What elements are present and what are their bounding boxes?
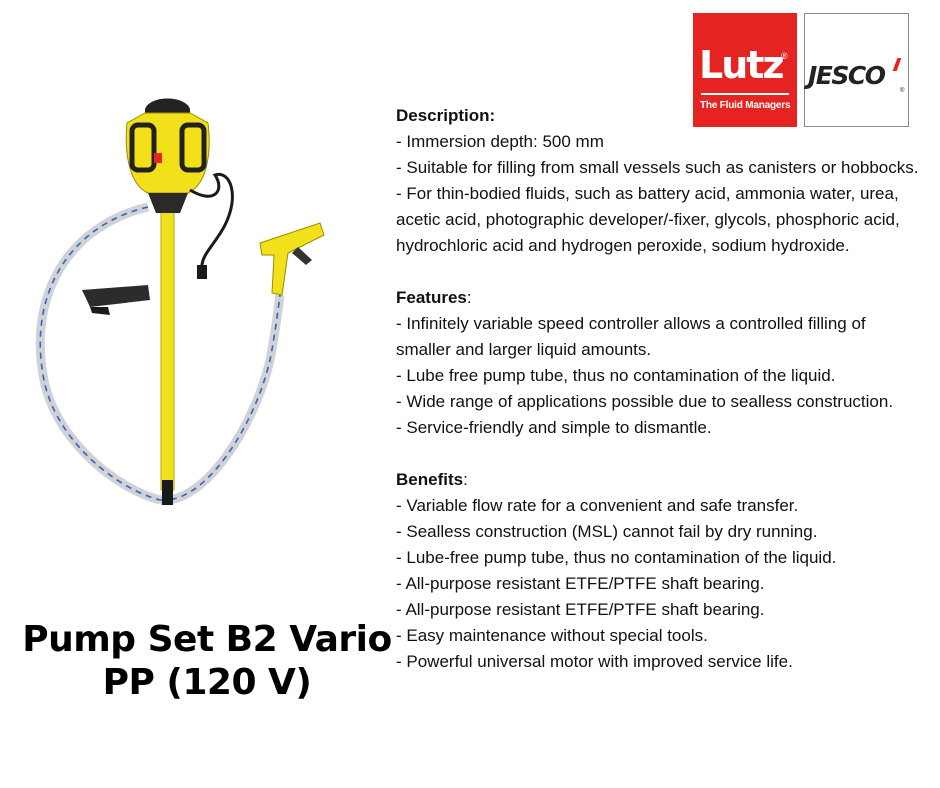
features-heading-colon: : <box>466 288 472 307</box>
benefit-item: - Sealless construction (MSL) cannot fail by dry running. <box>396 522 818 541</box>
description-heading: Description: <box>396 106 496 125</box>
features-heading: Features <box>396 288 467 307</box>
pump-set-illustration <box>30 95 330 510</box>
description-item: - Immersion depth: 500 mm <box>396 132 604 151</box>
description-item: - Suitable for filling from small vessels such as canisters or hobbocks. <box>396 158 919 177</box>
lutz-logo-tagline: The Fluid Managers <box>700 100 791 111</box>
benefits-heading-colon: : <box>463 470 468 489</box>
feature-item: - Infinitely variable speed controller allows a controlled filling of smaller and larger liquid amounts. <box>396 314 866 359</box>
product-title <box>14 618 400 704</box>
benefit-item: - All-purpose resistant ETFE/PTFE shaft bearing. <box>396 600 765 619</box>
feature-item: - Service-friendly and simple to dismantle. <box>396 418 712 437</box>
description-item: - For thin-bodied fluids, such as battery acid, ammonia water, urea, acetic acid, photographic developer/-fixer, glycols, phosphoric acid, hydrochloric acid and hydrogen peroxide, sodium hydroxide. <box>396 184 900 255</box>
product-details <box>396 103 920 675</box>
benefit-item: - All-purpose resistant ETFE/PTFE shaft bearing. <box>396 574 765 593</box>
lutz-logo-wordmark: Lutz <box>699 43 783 87</box>
jesco-logo-accent <box>893 58 902 71</box>
benefit-item: - Easy maintenance without special tools. <box>396 626 708 645</box>
jesco-logo-wordmark: JESCO <box>808 61 885 90</box>
lutz-registered-mark: ® <box>781 51 788 61</box>
product-title-line-1: Pump Set B2 Vario <box>22 619 392 660</box>
feature-item: - Wide range of applications possible due to sealless construction. <box>396 392 894 411</box>
benefit-item: - Variable flow rate for a convenient and safe transfer. <box>396 496 799 515</box>
benefits-heading: Benefits <box>396 470 464 489</box>
benefit-item: - Lube-free pump tube, thus no contamination of the liquid. <box>396 548 837 567</box>
jesco-registered-mark: ® <box>900 88 905 94</box>
benefit-item: - Powerful universal motor with improved service life. <box>396 652 793 671</box>
lutz-logo-rule <box>701 93 789 95</box>
feature-item: - Lube free pump tube, thus no contamination of the liquid. <box>396 366 836 385</box>
product-title-line-2: PP (120 V) <box>102 662 312 703</box>
benefits-heading-row <box>396 467 920 493</box>
features-heading-row <box>396 285 920 311</box>
